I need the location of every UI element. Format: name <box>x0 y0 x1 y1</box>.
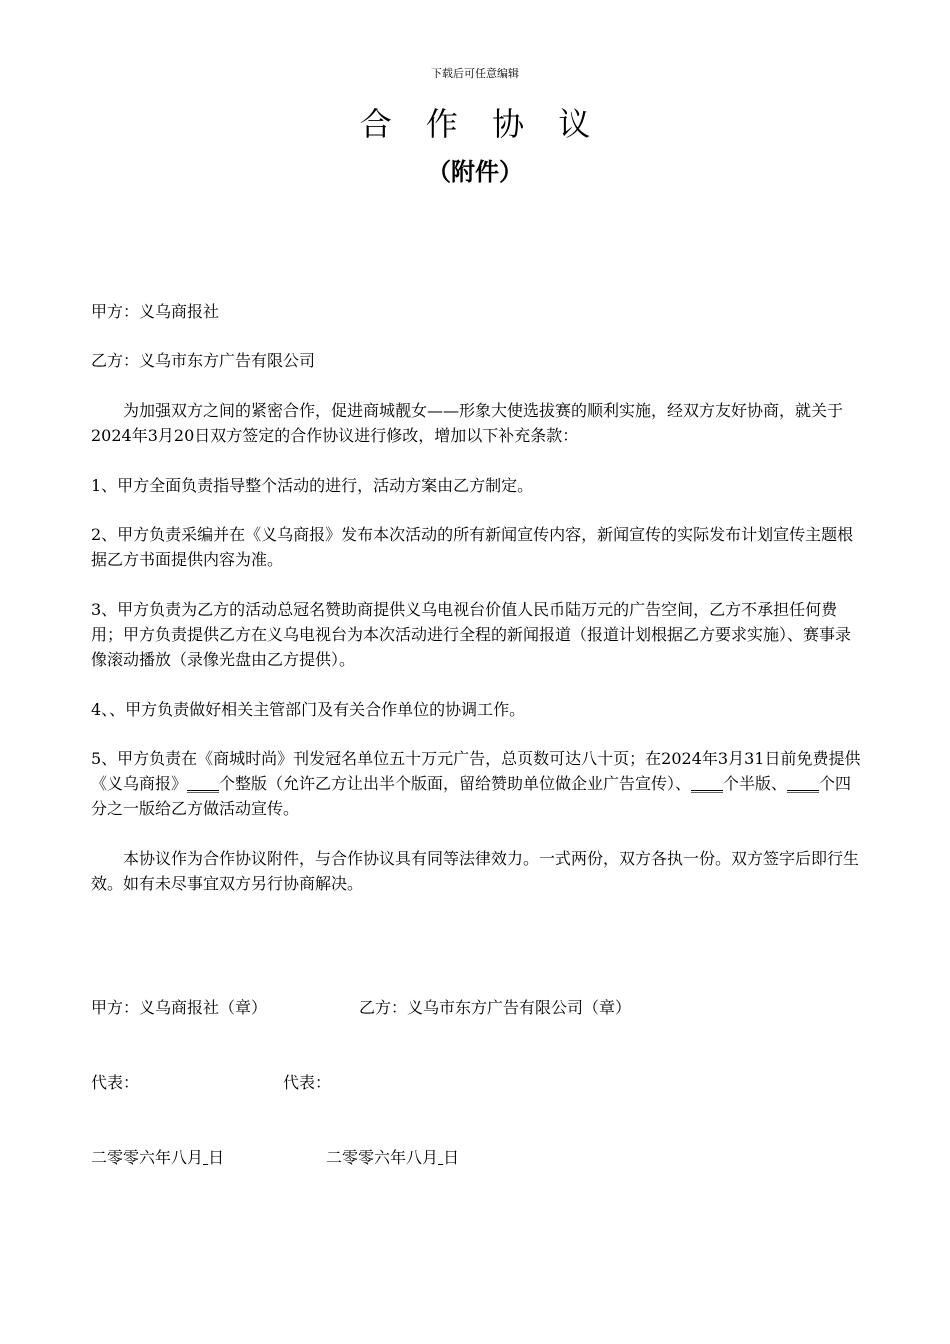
clause-3: 3、甲方负责为乙方的活动总冠名赞助商提供义乌电视台价值人民币陆万元的广告空间，乙方不承担任何费用；甲方负责提供乙方在义乌电视台为本次活动进行全程的新闻报道（报道计划根据乙方要求实施）、赛事录像滚动播放（录像光盘由乙方提供）。 <box>91 600 852 669</box>
party-b-date-suffix: 日 <box>443 1148 460 1167</box>
party-a-date <box>91 1145 224 1170</box>
party-b-date <box>326 1145 459 1170</box>
clause-5-text-4: 个四分之一版给乙方做活动宣传。 <box>91 774 852 818</box>
party-a-representative: 代表： <box>91 1073 140 1092</box>
header-note: 下载后可任意编辑 <box>431 67 519 80</box>
clause-5-blank-1: ____ <box>187 774 220 793</box>
closing-paragraph: 本协议作为合作协议附件，与合作协议具有同等法律效力。一式两份，双方各执一份。双方签字后即行生效。如有未尽事宜双方另行协商解决。 <box>91 849 860 893</box>
party-a-line: 甲方：义乌商报社 <box>91 302 220 321</box>
clause-5-text-2: 个整版（允许乙方让出半个版面，留给赞助单位做企业广告宣传）、 <box>219 774 692 793</box>
document-title: 合 作 协 议 <box>359 105 603 143</box>
clause-5-text-3: 个半版、 <box>723 774 788 793</box>
party-b-date-prefix: 二零零六年八月 <box>326 1148 439 1167</box>
clause-2: 2、甲方负责采编并在《义乌商报》发布本次活动的所有新闻宣传内容，新闻宣传的实际发布计划宣传主题根据乙方书面提供内容为准。 <box>91 525 854 569</box>
clause-5 <box>91 746 861 821</box>
intro-paragraph: 为加强双方之间的紧密合作，促进商城靓女——形象大使选拔赛的顺利实施，经双方友好协商，就关于2024年3月20日双方签定的合作协议进行修改，增加以下补充条款： <box>91 401 844 445</box>
party-a-date-prefix: 二零零六年八月 <box>91 1148 204 1167</box>
clause-4: 4、、甲方负责做好相关主管部门及有关合作单位的协调工作。 <box>91 700 526 719</box>
party-b-representative: 代表： <box>283 1073 332 1092</box>
party-a-seal: 甲方：义乌商报社（章） <box>91 998 268 1017</box>
clause-5-blank-3: ____ <box>787 774 820 793</box>
clause-5-blank-2: ____ <box>691 774 724 793</box>
clause-1: 1、甲方全面负责指导整个活动的进行，活动方案由乙方制定。 <box>91 476 534 495</box>
party-b-line: 乙方：义乌市东方广告有限公司 <box>91 351 316 370</box>
document-subtitle: （附件） <box>427 158 523 186</box>
clause-5-text-1: 5、甲方负责在《商城时尚》刊发冠名单位五十万元广告，总页数可达八十页；在2024年3月31日前免费提供《义乌商报》 <box>91 749 861 793</box>
party-b-seal: 乙方：义乌市东方广告有限公司（章） <box>359 998 632 1017</box>
party-a-date-suffix: 日 <box>208 1148 225 1167</box>
